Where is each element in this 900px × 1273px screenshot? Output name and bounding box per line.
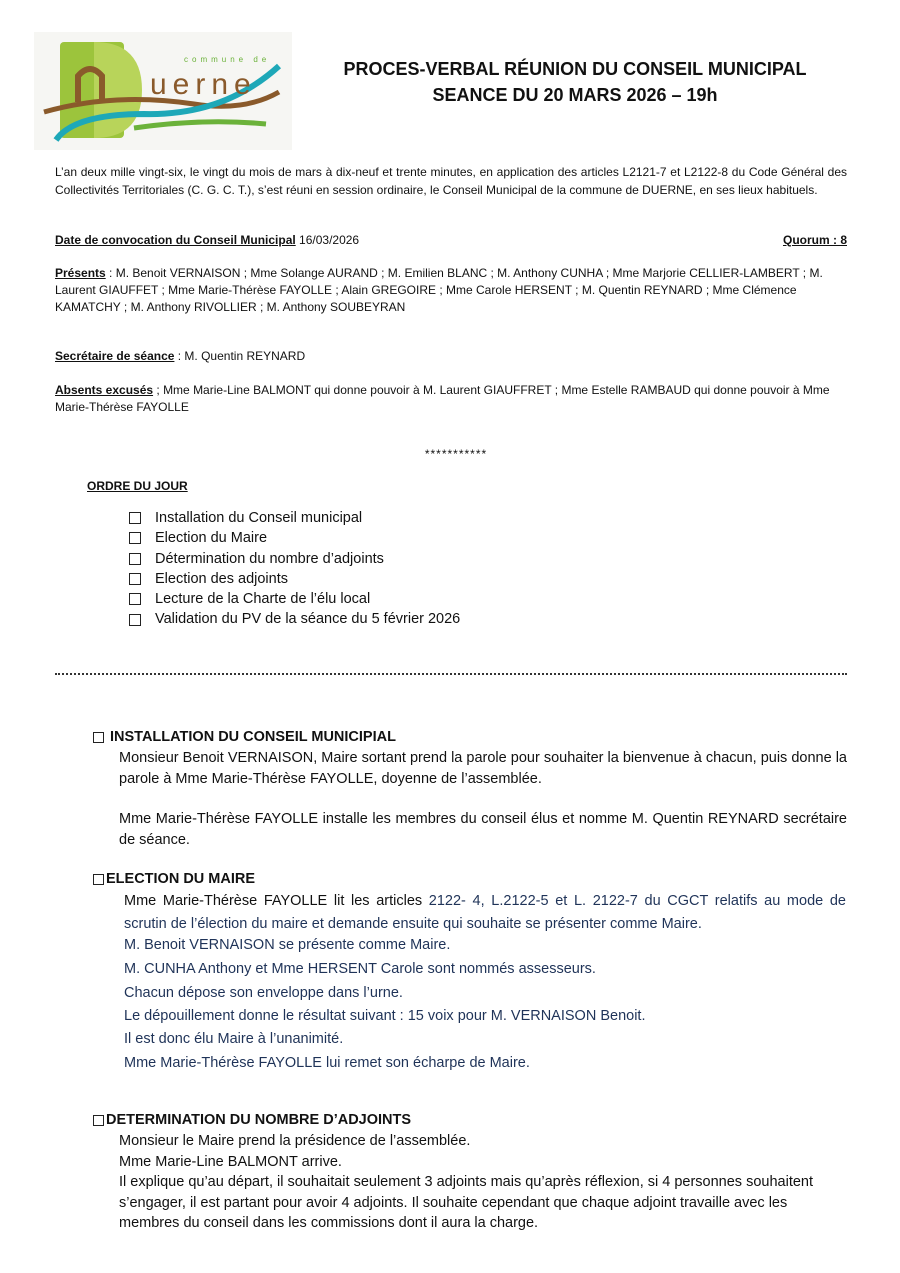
election-line: M. Benoit VERNAISON se présente comme Maire. bbox=[124, 937, 451, 953]
election-line: Il est donc élu Maire à l’unanimité. bbox=[124, 1031, 344, 1047]
absents-label: Absents excusés bbox=[55, 383, 154, 397]
agenda-item-label: Lecture de la Charte de l’élu local bbox=[155, 591, 371, 608]
agenda-item bbox=[129, 549, 460, 569]
checkbox-icon[interactable] bbox=[129, 573, 141, 585]
presents-list: : M. Benoit VERNAISON ; Mme Solange AURAND ; M. Emilien BLANC ; M. Anthony CUNHA ; Mme Marjorie CELLIER-LAMBERT ; M. Laurent GIAUFFET ; Mme Marie-Thérèse FAYOLLE ; Alain GREGOIRE ; Mme Carole HERSENT ; M. Quentin REYNARD ; Mme Clémence KAMATCHY ; M. Anthony RIVOLLIER ; M. Anthony SOUBEYRAN bbox=[55, 266, 823, 314]
checkbox-icon[interactable] bbox=[129, 553, 141, 565]
determination-line-1: Monsieur le Maire prend la présidence de l’assemblée. bbox=[119, 1133, 471, 1149]
section-election-title bbox=[93, 871, 255, 887]
section-title-text: DETERMINATION DU NOMBRE D’ADJOINTS bbox=[106, 1112, 412, 1128]
agenda-item-label: Election des adjoints bbox=[155, 570, 288, 587]
dotted-divider bbox=[55, 673, 847, 675]
installation-paragraph-2: Mme Marie-Thérèse FAYOLLE installe les membres du conseil élus et nomme M. Quentin REYNARD secrétaire de séance. bbox=[119, 811, 847, 848]
secretaire-row bbox=[55, 348, 847, 365]
title-line-2: SEANCE DU 20 MARS 2026 – 19h bbox=[432, 85, 718, 105]
commune-logo bbox=[34, 32, 292, 150]
election-line: Chacun dépose son enveloppe dans l’urne. bbox=[124, 985, 403, 1001]
presents-label: Présents bbox=[55, 266, 106, 280]
convocation-date: 16/03/2026 bbox=[295, 233, 360, 247]
election-text-a: Mme Marie-Thérèse FAYOLLE lit les articles bbox=[124, 893, 429, 909]
section-determination-title bbox=[93, 1112, 411, 1128]
convocation-row bbox=[55, 232, 847, 249]
presents-row bbox=[55, 265, 847, 316]
secretaire-value: : M. Quentin REYNARD bbox=[174, 349, 306, 363]
checkbox-icon[interactable] bbox=[93, 874, 104, 885]
installation-paragraph-1: Monsieur Benoit VERNAISON, Maire sortant prend la parole pour souhaiter la bienvenue à chacun, puis donne la parole à Mme Marie-Thérèse FAYOLLE, doyenne de l’assemblée. bbox=[119, 750, 847, 787]
secretaire-label: Secrétaire de séance bbox=[55, 349, 175, 363]
agenda-item-label: Election du Maire bbox=[155, 530, 268, 547]
agenda-item-label: Détermination du nombre d’adjoints bbox=[155, 550, 384, 567]
convocation-label: Date de convocation du Conseil Municipal bbox=[55, 233, 296, 247]
agenda-item bbox=[129, 569, 460, 589]
election-line: Mme Marie-Thérèse FAYOLLE lui remet son écharpe de Maire. bbox=[124, 1055, 530, 1071]
absents-list: ; Mme Marie-Line BALMONT qui donne pouvoir à M. Laurent GIAUFFRET ; Mme Estelle RAMBAUD qui donne pouvoir à Mme Marie-Thérèse FAYOLLE bbox=[55, 383, 830, 414]
section-title-text: INSTALLATION DU CONSEIL MUNICIPIAL bbox=[110, 729, 396, 745]
logo-big-text: uerne bbox=[150, 68, 257, 101]
checkbox-icon[interactable] bbox=[129, 593, 141, 605]
checkbox-icon[interactable] bbox=[129, 512, 141, 524]
agenda-item bbox=[129, 589, 460, 609]
election-paragraph bbox=[124, 890, 846, 936]
election-line: Le dépouillement donne le résultat suivant : 15 voix pour M. VERNAISON Benoit. bbox=[124, 1008, 646, 1024]
duerne-logo-graphic bbox=[34, 32, 292, 150]
logo-green-wave bbox=[134, 122, 266, 128]
document-title bbox=[330, 56, 820, 108]
intro-paragraph: L’an deux mille vingt-six, le vingt du mois de mars à dix-neuf et trente minutes, en application des articles L2121-7 et L2122-8 du Code Général des Collectivités Territoriales (C. G. C. T.), s’est réuni en session ordinaire, le Conseil Municipal de la commune de DUERNE, en ses lieux habituels. bbox=[55, 165, 847, 197]
ordre-du-jour-title: ORDRE DU JOUR bbox=[87, 479, 188, 493]
checkbox-icon[interactable] bbox=[93, 732, 104, 743]
separator-stars: *********** bbox=[424, 447, 488, 461]
logo-small-text: commune de bbox=[184, 55, 271, 64]
section-installation-title bbox=[93, 729, 396, 745]
checkbox-icon[interactable] bbox=[129, 614, 141, 626]
absents-row bbox=[55, 382, 847, 416]
section-title-text: ELECTION DU MAIRE bbox=[106, 871, 256, 887]
election-line: M. CUNHA Anthony et Mme HERSENT Carole sont nommés assesseurs. bbox=[124, 961, 596, 977]
agenda-list bbox=[129, 508, 460, 630]
election-text-b: 2122- 4, L.2122-5 et L. 2122-7 du CGCT relatifs au mode de scrutin de l’élection du maire et demande ensuite qui souhaite se présenter comme Maire. bbox=[124, 893, 846, 932]
agenda-item bbox=[129, 508, 460, 528]
checkbox-icon[interactable] bbox=[93, 1115, 104, 1126]
quorum: Quorum : 8 bbox=[782, 233, 847, 247]
agenda-item bbox=[129, 528, 460, 548]
agenda-item-label: Validation du PV de la séance du 5 février 2026 bbox=[155, 611, 461, 628]
determination-line-2: Mme Marie-Line BALMONT arrive. bbox=[119, 1154, 342, 1170]
title-line-1: PROCES-VERBAL RÉUNION DU CONSEIL MUNICIPAL bbox=[343, 59, 807, 79]
agenda-item bbox=[129, 609, 460, 629]
checkbox-icon[interactable] bbox=[129, 532, 141, 544]
agenda-item-label: Installation du Conseil municipal bbox=[155, 510, 363, 526]
determination-paragraph: Il explique qu’au départ, il souhaitait seulement 3 adjoints mais qu’après réflexion, si 4 personnes souhaitent s’engager, il est partant pour avoir 4 adjoints. Il souhaite cependant que chaque adjoint travaille avec les membres du conseil dans les commissions dont il aura la charge. bbox=[119, 1174, 814, 1231]
